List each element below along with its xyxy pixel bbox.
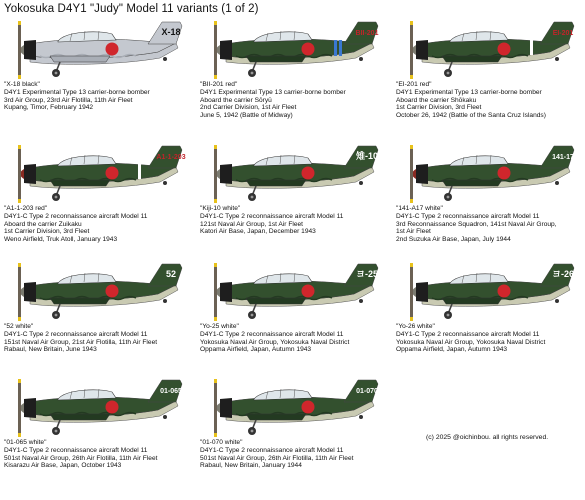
wing-root <box>246 298 306 304</box>
variant-detail-line: D4Y1-C Type 2 reconnaissance aircraft Model 11 <box>4 330 148 338</box>
aircraft-profile <box>196 18 386 80</box>
wing-root <box>246 180 306 186</box>
variant-card <box>196 18 386 138</box>
variant-detail-line: 3rd Air Group, 23rd Air Flotilla, 11th Air Fleet <box>4 96 133 104</box>
canopy <box>58 156 116 166</box>
variant-detail-line: 1st Carrier Division, 3rd Fleet <box>4 228 90 236</box>
prop-tip <box>214 145 217 149</box>
prop-tip <box>410 145 413 149</box>
prop-tip <box>18 199 21 203</box>
variant-card <box>0 260 190 380</box>
canopy <box>254 32 312 42</box>
variant-caption <box>200 439 388 470</box>
engine-cowling <box>220 282 232 302</box>
prop-tip <box>214 317 217 321</box>
wheel-hub <box>251 314 254 317</box>
tail-wheel <box>359 181 363 185</box>
canopy <box>254 274 312 284</box>
variant-detail-line: Rabaul, New Britain, January 1944 <box>200 462 302 470</box>
variant-code: "01-070 white" <box>200 439 243 446</box>
wheel-hub <box>447 72 450 75</box>
hinomaru-roundel <box>302 167 315 180</box>
variant-code: "Yo-25 white" <box>200 323 239 330</box>
variant-detail-line: D4Y1-C Type 2 reconnaissance aircraft Model 11 <box>396 212 540 220</box>
tail-wheel <box>555 57 559 61</box>
variant-caption <box>4 323 192 354</box>
variant-detail-line: 501st Naval Air Group, 26th Air Flotilla, 11th Air Fleet <box>200 454 354 462</box>
prop-tip <box>410 263 413 267</box>
aircraft-profile <box>196 260 386 322</box>
tail-wheel <box>163 415 167 419</box>
variant-detail-line: 2nd Suzuka Air Base, Japan, July 1944 <box>396 236 511 244</box>
prop-tip <box>214 263 217 267</box>
variant-detail-line: June 5, 1942 (Battle of Midway) <box>200 112 293 120</box>
prop-tip <box>214 379 217 383</box>
variant-detail-line: D4Y1-C Type 2 reconnaissance aircraft Model 11 <box>4 446 148 454</box>
tail-wheel <box>163 299 167 303</box>
variant-caption <box>4 81 192 112</box>
prop-tip <box>18 379 21 383</box>
variant-code: "X-18 black" <box>4 81 40 88</box>
wheel-hub <box>55 314 58 317</box>
wing-root <box>50 56 110 62</box>
tail-code: ヨ-26 <box>551 269 575 279</box>
canopy <box>450 156 508 166</box>
prop-tip <box>18 317 21 321</box>
wing-root <box>50 414 110 420</box>
prop-tip <box>18 145 21 149</box>
variant-card <box>196 376 386 496</box>
tail-wheel <box>359 415 363 419</box>
tail-code: 01-070 <box>356 388 378 395</box>
engine-cowling <box>416 164 428 184</box>
propeller-blade <box>18 145 21 203</box>
hinomaru-roundel <box>302 285 315 298</box>
canopy <box>58 274 116 284</box>
variant-detail-line: 121st Naval Air Group, 1st Air Fleet <box>200 220 303 228</box>
canopy <box>58 32 116 42</box>
tail-code: 雉-10 <box>355 151 379 161</box>
tail-code: 01-065 <box>160 388 182 395</box>
fuselage-stripe <box>138 164 141 179</box>
prop-tip <box>18 263 21 267</box>
variant-detail-line: Weno Airfield, Truk Atoll, January 1943 <box>4 236 118 244</box>
page-title: Yokosuka D4Y1 "Judy" Model 11 variants (1 of 2) <box>4 3 259 15</box>
hinomaru-roundel <box>106 43 119 56</box>
variant-detail-line: D4Y1 Experimental Type 13 carrier-borne bomber <box>396 88 542 96</box>
propeller-blade <box>18 263 21 321</box>
tail-code: 141-17 <box>552 154 574 161</box>
hinomaru-roundel <box>498 167 511 180</box>
variant-detail-line: D4Y1 Experimental Type 13 carrier-borne bomber <box>4 88 150 96</box>
propeller-blade <box>214 379 217 437</box>
aircraft-profile <box>196 142 386 204</box>
aircraft-profile <box>0 142 190 204</box>
copyright-notice: (c) 2025 @oichinbou. all rights reserved. <box>426 434 549 441</box>
tail-wheel <box>359 57 363 61</box>
variant-detail-line: October 26, 1942 (Battle of the Santa Cruz Islands) <box>396 112 546 120</box>
variant-card <box>196 142 386 262</box>
engine-cowling <box>220 398 232 418</box>
variant-detail-line: Oppama Airfield, Japan, Autumn 1943 <box>200 346 312 354</box>
tail-wheel <box>555 181 559 185</box>
prop-tip <box>18 75 21 79</box>
prop-tip <box>214 75 217 79</box>
prop-tip <box>410 317 413 321</box>
tail-code: ヨ-25 <box>355 269 379 279</box>
variant-caption <box>200 205 388 236</box>
variant-code: "01-065 white" <box>4 439 47 446</box>
variant-detail-line: Yokosuka Naval Air Group, Yokosuka Naval District <box>396 338 546 346</box>
hinomaru-roundel <box>498 285 511 298</box>
propeller-blade <box>18 21 21 79</box>
variant-caption <box>396 323 584 354</box>
prop-tip <box>410 199 413 203</box>
wheel-hub <box>251 196 254 199</box>
propeller-blade <box>410 21 413 79</box>
variant-code: "BII-201 red" <box>200 81 238 88</box>
tail-wheel <box>163 57 167 61</box>
aircraft-profile <box>196 376 386 438</box>
prop-tip <box>410 75 413 79</box>
engine-cowling <box>24 398 36 418</box>
variant-code: "Yo-26 white" <box>396 323 435 330</box>
propeller-blade <box>18 379 21 437</box>
variant-code: "Kiji-10 white" <box>200 205 241 212</box>
engine-cowling <box>220 40 232 60</box>
propeller-blade <box>214 145 217 203</box>
variant-detail-line: Aboard the carrier Sōryū <box>200 96 272 104</box>
wheel-hub <box>251 430 254 433</box>
aircraft-profile <box>0 376 190 438</box>
aircraft-profile <box>0 260 190 322</box>
wheel-hub <box>251 72 254 75</box>
variant-detail-line: Kupang, Timor, February 1942 <box>4 104 94 112</box>
prop-tip <box>410 21 413 25</box>
engine-cowling <box>416 40 428 60</box>
propeller-blade <box>214 263 217 321</box>
variant-detail-line: Aboard the carrier Shōkaku <box>396 96 477 104</box>
prop-tip <box>18 433 21 437</box>
wing-root <box>50 298 110 304</box>
variant-detail-line: D4Y1-C Type 2 reconnaissance aircraft Model 11 <box>200 330 344 338</box>
wheel-hub <box>447 314 450 317</box>
wing-root <box>246 414 306 420</box>
hinomaru-roundel <box>498 43 511 56</box>
prop-tip <box>214 21 217 25</box>
variant-caption <box>396 205 584 244</box>
variant-detail-line: D4Y1-C Type 2 reconnaissance aircraft Model 11 <box>200 212 344 220</box>
variant-code: "141-A17 white" <box>396 205 443 212</box>
wheel-hub <box>55 430 58 433</box>
propeller-blade <box>214 21 217 79</box>
wing-root <box>442 56 502 62</box>
canopy <box>254 390 312 400</box>
variant-code: "EI-201 red" <box>396 81 432 88</box>
aircraft-profile <box>392 260 582 322</box>
canopy <box>58 390 116 400</box>
aircraft-profile <box>0 18 190 80</box>
variant-caption <box>200 81 388 120</box>
engine-cowling <box>24 164 36 184</box>
variant-detail-line: 1st Carrier Division, 3rd Fleet <box>396 104 482 112</box>
variant-card <box>392 260 582 380</box>
variant-card <box>392 142 582 262</box>
variant-detail-line: D4Y1-C Type 2 reconnaissance aircraft Model 11 <box>4 212 148 220</box>
hinomaru-roundel <box>106 167 119 180</box>
variant-detail-line: D4Y1-C Type 2 reconnaissance aircraft Model 11 <box>200 446 344 454</box>
wing-root <box>442 180 502 186</box>
tail-wheel <box>555 299 559 303</box>
tail-code: BII-201 <box>355 30 379 37</box>
engine-cowling <box>24 40 36 60</box>
engine-cowling <box>24 282 36 302</box>
tail-code: EI-201 <box>552 30 574 37</box>
variant-detail-line: D4Y1-C Type 2 reconnaissance aircraft Model 11 <box>396 330 540 338</box>
canopy <box>450 32 508 42</box>
wheel-hub <box>55 72 58 75</box>
tail-code: X-18 <box>161 27 181 37</box>
variant-detail-line: D4Y1 Experimental Type 13 carrier-borne bomber <box>200 88 346 96</box>
wheel-hub <box>447 196 450 199</box>
propeller-blade <box>410 263 413 321</box>
wing-root <box>442 298 502 304</box>
variant-detail-line: 1st Air Fleet <box>396 228 431 236</box>
fuselage-stripe <box>530 40 533 55</box>
variant-code: "52 white" <box>4 323 34 330</box>
variant-card <box>0 142 190 262</box>
variant-detail-line: 2nd Carrier Division, 1st Air Fleet <box>200 104 297 112</box>
canopy <box>254 156 312 166</box>
propeller-blade <box>410 145 413 203</box>
wheel-hub <box>55 196 58 199</box>
variant-detail-line: Katori Air Base, Japan, December 1943 <box>200 228 316 236</box>
hinomaru-roundel <box>302 401 315 414</box>
engine-cowling <box>220 164 232 184</box>
tail-wheel <box>359 299 363 303</box>
hinomaru-roundel <box>302 43 315 56</box>
hinomaru-roundel <box>106 285 119 298</box>
aircraft-profile <box>392 142 582 204</box>
variant-caption <box>4 205 192 244</box>
variant-card <box>0 18 190 138</box>
prop-tip <box>214 199 217 203</box>
variant-detail-line: Yokosuka Naval Air Group, Yokosuka Naval District <box>200 338 350 346</box>
engine-cowling <box>416 282 428 302</box>
wing-root <box>50 180 110 186</box>
variant-detail-line: 151st Naval Air Group, 21st Air Flotilla, 11th Air Fleet <box>4 338 158 346</box>
tail-code: 52 <box>165 269 177 279</box>
variant-card <box>0 376 190 496</box>
tail-code: A1-1-203 <box>156 154 186 161</box>
variant-code: "A1-1-203 red" <box>4 205 48 212</box>
canopy <box>450 274 508 284</box>
prop-tip <box>214 433 217 437</box>
wing-root <box>246 56 306 62</box>
variant-detail-line: 501st Naval Air Group, 26th Air Flotilla, 11th Air Fleet <box>4 454 158 462</box>
variant-card <box>392 18 582 138</box>
aircraft-profile <box>392 18 582 80</box>
variant-caption <box>396 81 584 120</box>
variant-detail-line: Oppama Airfield, Japan, Autumn 1943 <box>396 346 508 354</box>
fuselage-stripe <box>334 40 337 56</box>
variant-detail-line: Rabaul, New Britain, June 1943 <box>4 346 97 354</box>
tail-wheel <box>163 181 167 185</box>
variant-card <box>196 260 386 380</box>
hinomaru-roundel <box>106 401 119 414</box>
variant-detail-line: 3rd Reconnaissance Squadron, 141st Naval Air Group, <box>396 220 557 228</box>
variant-caption <box>200 323 388 354</box>
prop-tip <box>18 21 21 25</box>
fuselage-stripe <box>339 40 342 56</box>
variant-detail-line: Kisarazu Air Base, Japan, October 1943 <box>4 462 122 470</box>
variant-caption <box>4 439 192 470</box>
variant-detail-line: Aboard the carrier Zuikaku <box>4 220 82 228</box>
